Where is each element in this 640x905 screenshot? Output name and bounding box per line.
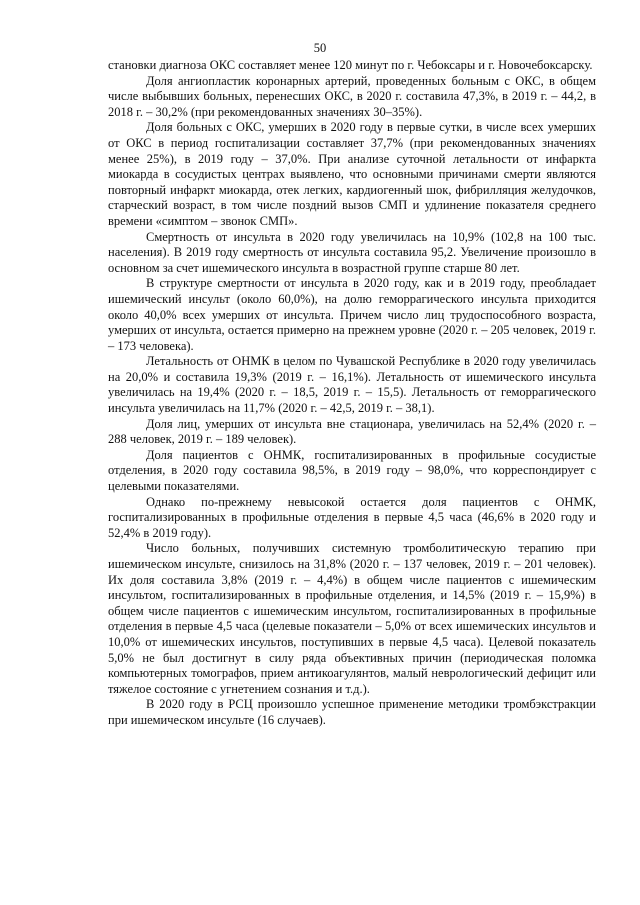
- paragraph-early-hospitalization: Однако по-прежнему невысокой остается доля пациентов с ОНМК, госпитализированных в профильные отделения в первые 4,5 часа (46,6% в 2020 году и 52,4% в 2019 году).: [108, 494, 596, 540]
- paragraph-first-day-mortality: Доля больных с ОКС, умерших в 2020 году в первые сутки, в числе всех умерших от ОКС в период госпитализации составляет 37,7% (при рекомендованных значениях менее 25%), в 2019 году – 37,0%. При анализе суточной летальности от инфаркта миокарда в сосудистых центрах выявлено, что основными причинами смерти являются повторный инфаркт миокарда, отек легких, кардиогенный шок, фибрилляция желудочков, старческий возраст, в том числе поздний вызов СМП и удлинение показателя среднего времени «симптом – звонок СМП».: [108, 120, 596, 228]
- paragraph-continuation: становки диагноза ОКС составляет менее 120 минут по г. Чебоксары и г. Новочебоксарску.: [108, 58, 593, 72]
- paragraph-onmk-lethality: Летальность от ОНМК в целом по Чувашской Республике в 2020 году увеличилась на 20,0% и составила 19,3% (2019 г. – 16,1%). Летальность от ишемического инсульта увеличилась на 19,4% (2020 г. – 18,5, 2019 г. – 15,5). Летальность от геморрагического инсульта увеличилась на 11,7% (2020 г. – 42,5, 2019 г. – 38,1).: [108, 354, 596, 416]
- document-body: [108, 58, 596, 729]
- paragraph-mortality-structure: В структуре смертности от инсульта в 2020 году, как и в 2019 году, преобладает ишемический инсульт (около 60,0%), на долю геморрагического инсульта приходится около 40,0% всех умерших от инсульта. Причем число лиц трудоспособного возраста, умерших от инсульта, остается примерно на прежнем уровне (2020 г. – 205 человек, 2019 г. – 173 человека).: [108, 276, 596, 353]
- paragraph-angioplasty: Доля ангиопластик коронарных артерий, проведенных больным с ОКС, в общем числе выбывших больных, перенесших ОКС, в 2020 г. составила 47,3%, в 2019 г. – 44,2, в 2018 г. – 30,2% (при рекомендованных значениях 30–35%).: [108, 73, 596, 119]
- page-number: 50: [313, 41, 327, 55]
- paragraph-stroke-mortality: Смертность от инсульта в 2020 году увеличилась на 10,9% (102,8 на 100 тыс. населения). В 2019 году смертность от инсульта составила 95,2. Увеличение произошло в основном за счет ишемического инсульта в возрастной группе старше 80 лет.: [108, 229, 596, 275]
- paragraph-thrombectomy: В 2020 году в РСЦ произошло успешное применение методики тромбэкстракции при ишемическом инсульте (16 случаев).: [108, 697, 596, 727]
- paragraph-profile-hospitalization: Доля пациентов с ОНМК, госпитализированных в профильные сосудистые отделения, в 2020 году составила 98,5%, в 2019 году – 98,0%, что корреспондирует с целевыми показателями.: [108, 447, 596, 494]
- paragraph-out-of-hospital-deaths: Доля лиц, умерших от инсульта вне стационара, увеличилась на 52,4% (2020 г. – 288 человек, 2019 г. – 189 человек).: [108, 416, 596, 447]
- paragraph-thrombolytic-therapy: Число больных, получивших системную тромболитическую терапию при ишемическом инсульте, снизилось на 31,8% (2020 г. – 137 человек, 2019 г. – 201 человек). Их доля составила 3,8% (2019 г. – 4,4%) в общем числе пациентов с ишемическим инсультом, госпитализированных в профильные отделения, и 14,5% (2019 г. – 15,9%) в общем числе пациентов с ишемическим инсультом, госпитализированных в профильные отделения в первые 4,5 часа (целевые показатели – 5,0% от всех ишемических инсультов и 10,0% от ишемических инсультов, поступивших в первые 4,5 часа). Целевой показатель 5,0% не был достигнут в силу ряда объективных причин (периодическая поломка компьютерных томографов, прием антикоагулянтов, малый неврологический дефицит или тяжелое состояние с угнетением сознания и т.д.).: [108, 541, 596, 696]
